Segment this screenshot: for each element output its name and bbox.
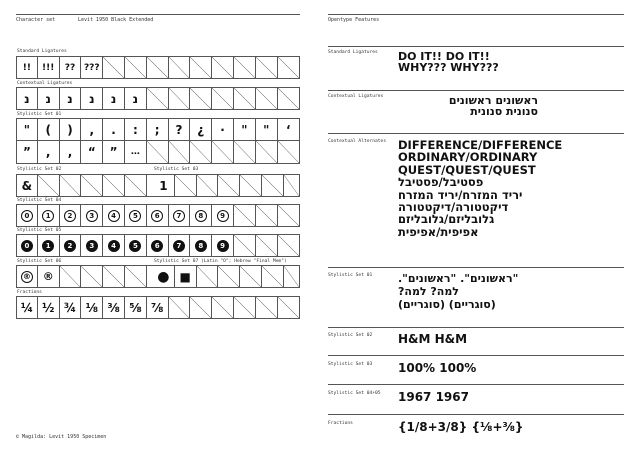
- empty-cell: [262, 266, 284, 287]
- empty-cell: [81, 175, 103, 196]
- glyph-cell: 1: [153, 175, 175, 196]
- glyph-row-ss04: [16, 204, 300, 227]
- feature-label: Contextual Ligatures: [328, 94, 384, 99]
- glyph-cell: ,: [81, 119, 103, 140]
- section-label: Stylistic Set 01: [17, 112, 62, 117]
- empty-cell: [125, 175, 147, 196]
- empty-cell: [278, 205, 300, 226]
- feature-sample-ss01: [398, 272, 558, 312]
- empty-cell: [197, 266, 219, 287]
- section-label: Stylistic Set 06: [17, 259, 62, 264]
- feature-sample-ss02: H&M H&M: [398, 332, 468, 346]
- circled-digit: 8: [195, 210, 207, 222]
- circled-digit: 2: [64, 210, 76, 222]
- sample-line: פסטיבל/פסטיבל: [398, 175, 484, 190]
- glyph-cell: (: [38, 119, 60, 140]
- empty-cell: [169, 57, 191, 78]
- feature-label: Stylistic Set 02: [328, 333, 373, 338]
- sample-line: אפיפית/אפיפית: [398, 224, 479, 239]
- feature-rule: [328, 133, 624, 134]
- glyph-cell: !!!: [38, 57, 60, 78]
- glyph-cell: ": [234, 119, 256, 140]
- empty-cell: [240, 266, 262, 287]
- empty-cell: [81, 266, 103, 287]
- circled-digit: 3: [86, 210, 98, 222]
- empty-cell: [284, 175, 300, 196]
- solid-circled-digit: 9: [217, 240, 229, 252]
- glyph-row-ss06-ss07: [16, 265, 300, 288]
- glyph-row-ss01-a: [16, 118, 300, 141]
- right-header-title: Opentype Features: [328, 17, 380, 23]
- glyph-cell: ·: [212, 119, 234, 140]
- glyph-row-ss05: [16, 234, 300, 257]
- empty-cell: [212, 57, 234, 78]
- empty-cell: [125, 57, 147, 78]
- glyph-cell: …: [125, 141, 147, 163]
- glyph-cell: ⅞: [147, 297, 169, 318]
- feature-sample-contextual-ligatures: [398, 95, 538, 117]
- empty-cell: [147, 88, 169, 109]
- glyph-cell: ??: [60, 57, 82, 78]
- glyph-cell: :: [125, 119, 147, 140]
- feature-rule: [328, 384, 624, 385]
- left-header-title: Character set: [16, 17, 56, 23]
- glyph-cell: !!: [16, 57, 38, 78]
- sample-line: ראשונים ראשונים: [448, 94, 538, 107]
- footer-credit: © Magilda: Levit 1950 Specimen: [16, 434, 107, 440]
- glyph-cell: ???: [81, 57, 103, 78]
- section-label: Stylistic Set 04: [17, 198, 62, 203]
- left-header-font-name: Levit 1950 Black Extended: [78, 17, 154, 23]
- circled-digit: 9: [217, 210, 229, 222]
- glyph-cell: ): [60, 119, 82, 140]
- sample-line: יריד המזרח/יריד המזרח: [398, 187, 523, 202]
- glyph-row-ss01-b: [16, 141, 300, 164]
- glyph-cell: ⅛: [81, 297, 103, 318]
- glyph-row-standard-ligatures: [16, 56, 300, 79]
- glyph-cell: ¿: [190, 119, 212, 140]
- glyph-cell: ●: [153, 266, 175, 287]
- empty-cell: [169, 297, 191, 318]
- empty-cell: [278, 141, 300, 163]
- glyph-cell: ,: [38, 141, 60, 163]
- sample-line: "ראשונים". "ראשונים".: [398, 272, 519, 285]
- empty-cell: [190, 141, 212, 163]
- empty-cell: [212, 88, 234, 109]
- empty-cell: [256, 57, 278, 78]
- glyph-row-ss02-ss03: [16, 174, 300, 197]
- empty-cell: [262, 175, 284, 196]
- feature-label: Contextual Alternates: [328, 139, 387, 144]
- empty-cell: [284, 266, 300, 287]
- empty-cell: [234, 235, 256, 256]
- glyph-row-fractions: [16, 296, 300, 319]
- glyph-cell: נ: [81, 88, 103, 109]
- empty-cell: [147, 141, 169, 163]
- feature-rule: [328, 414, 624, 415]
- glyph-cell: ‘: [278, 119, 300, 140]
- feature-rule: [328, 267, 624, 268]
- empty-cell: [169, 88, 191, 109]
- sample-line: ORDINARY/ORDINARY: [398, 150, 538, 165]
- empty-cell: [256, 205, 278, 226]
- glyph-cell: .: [103, 119, 125, 140]
- circled-digit: 0: [21, 210, 33, 222]
- section-label: Stylistic Set 02: [17, 167, 62, 172]
- glyph-cell: ": [16, 119, 38, 140]
- section-label: Standard Ligatures: [17, 49, 67, 54]
- empty-cell: [256, 297, 278, 318]
- section-label: Stylistic Set 07 (Latin "O"; Hebrew "Final Mem"): [154, 259, 287, 264]
- feature-rule: [328, 90, 624, 91]
- empty-cell: [103, 266, 125, 287]
- empty-cell: [212, 141, 234, 163]
- circled-digit: 7: [173, 210, 185, 222]
- feature-label: Fractions: [328, 421, 353, 426]
- sample-line: גלובליזם/גלובליזם: [398, 212, 495, 227]
- circled-digit: 6: [151, 210, 163, 222]
- left-header-rule: [16, 14, 300, 15]
- feature-label: Stylistic Set 01: [328, 273, 373, 278]
- glyph-cell: נ: [16, 88, 38, 109]
- glyph-row-contextual-ligatures: [16, 87, 300, 110]
- feature-label: Stylistic Set 04+05: [328, 391, 381, 396]
- empty-cell: [234, 205, 256, 226]
- section-label: Fractions: [17, 290, 42, 295]
- empty-cell: [278, 235, 300, 256]
- sample-line: WHY??? WHY???: [398, 61, 499, 74]
- empty-cell: [169, 141, 191, 163]
- sample-line: סנונית סנונית: [470, 105, 538, 118]
- glyph-cell: נ: [38, 88, 60, 109]
- solid-circled-digit: 2: [64, 240, 76, 252]
- glyph-cell: נ: [103, 88, 125, 109]
- empty-cell: [256, 88, 278, 109]
- empty-cell: [103, 57, 125, 78]
- feature-sample-contextual-alternates: [398, 139, 562, 238]
- glyph-cell: &: [16, 175, 38, 196]
- empty-cell: [60, 266, 82, 287]
- empty-cell: [256, 141, 278, 163]
- feature-rule: [328, 46, 624, 47]
- glyph-cell: נ: [125, 88, 147, 109]
- empty-cell: [234, 297, 256, 318]
- circled-digit: 1: [42, 210, 54, 222]
- glyph-cell: ": [256, 119, 278, 140]
- sample-line: DO IT!! DO IT!!: [398, 50, 490, 63]
- solid-circled-digit: 6: [151, 240, 163, 252]
- empty-cell: [234, 141, 256, 163]
- circled-digit: 4: [108, 210, 120, 222]
- solid-circled-digit: 0: [21, 240, 33, 252]
- glyph-cell: נ: [60, 88, 82, 109]
- empty-cell: [234, 57, 256, 78]
- section-label: Stylistic Set 03: [154, 167, 199, 172]
- sample-line: דיקטטורה/דיקטטורה: [398, 200, 509, 215]
- feature-rule: [328, 355, 624, 356]
- sample-line: (סוגריים) (סוגריים): [398, 298, 496, 312]
- glyph-cell: ”: [16, 141, 38, 163]
- glyph-cell: ⅜: [103, 297, 125, 318]
- registered-glyph: ®: [22, 272, 31, 281]
- empty-cell: [278, 57, 300, 78]
- glyph-cell: ®: [38, 266, 60, 287]
- sample-line: למה? למה?: [398, 285, 459, 299]
- glyph-cell: ?: [169, 119, 191, 140]
- glyph-cell: ½: [38, 297, 60, 318]
- empty-cell: [125, 266, 147, 287]
- solid-circled-digit: 1: [42, 240, 54, 252]
- feature-label: Standard Ligatures: [328, 50, 378, 55]
- empty-cell: [175, 175, 197, 196]
- empty-cell: [147, 57, 169, 78]
- right-header-rule: [328, 14, 624, 15]
- empty-cell: [190, 297, 212, 318]
- glyph-cell: ”: [103, 141, 125, 163]
- glyph-cell: ¼: [16, 297, 38, 318]
- glyph-cell: ,: [60, 141, 82, 163]
- sample-line: QUEST/QUEST/QUEST: [398, 162, 536, 177]
- glyph-cell: ⅝: [125, 297, 147, 318]
- glyph-cell: “: [81, 141, 103, 163]
- empty-cell: [218, 266, 240, 287]
- section-label: Contextual Ligatures: [17, 81, 73, 86]
- empty-cell: [190, 57, 212, 78]
- feature-rule: [328, 327, 624, 328]
- feature-label: Stylistic Set 03: [328, 362, 373, 367]
- solid-circled-digit: 8: [195, 240, 207, 252]
- empty-cell: [190, 88, 212, 109]
- solid-circled-digit: 5: [129, 240, 141, 252]
- glyph-cell: ;: [147, 119, 169, 140]
- feature-sample-ss03: 100% 100%: [398, 361, 477, 375]
- empty-cell: [60, 175, 82, 196]
- solid-circled-digit: 7: [173, 240, 185, 252]
- empty-cell: [234, 88, 256, 109]
- empty-cell: [278, 88, 300, 109]
- solid-circled-digit: 3: [86, 240, 98, 252]
- solid-circled-digit: 4: [108, 240, 120, 252]
- feature-sample-fractions: {1/8+3/8} {⅛+⅜}: [398, 420, 524, 434]
- empty-cell: [256, 235, 278, 256]
- empty-cell: [103, 175, 125, 196]
- sample-line: DIFFERENCE/DIFFERENCE: [398, 138, 563, 152]
- empty-cell: [38, 175, 60, 196]
- empty-cell: [197, 175, 219, 196]
- section-label: Stylistic Set 05: [17, 228, 62, 233]
- empty-cell: [240, 175, 262, 196]
- feature-sample-ss04-05: 1967 1967: [398, 390, 469, 404]
- circled-digit: 5: [129, 210, 141, 222]
- empty-cell: [278, 297, 300, 318]
- feature-sample-standard-ligatures: [398, 51, 499, 73]
- empty-cell: [218, 175, 240, 196]
- empty-cell: [212, 297, 234, 318]
- glyph-cell: ■: [175, 266, 197, 287]
- glyph-cell: ¾: [60, 297, 82, 318]
